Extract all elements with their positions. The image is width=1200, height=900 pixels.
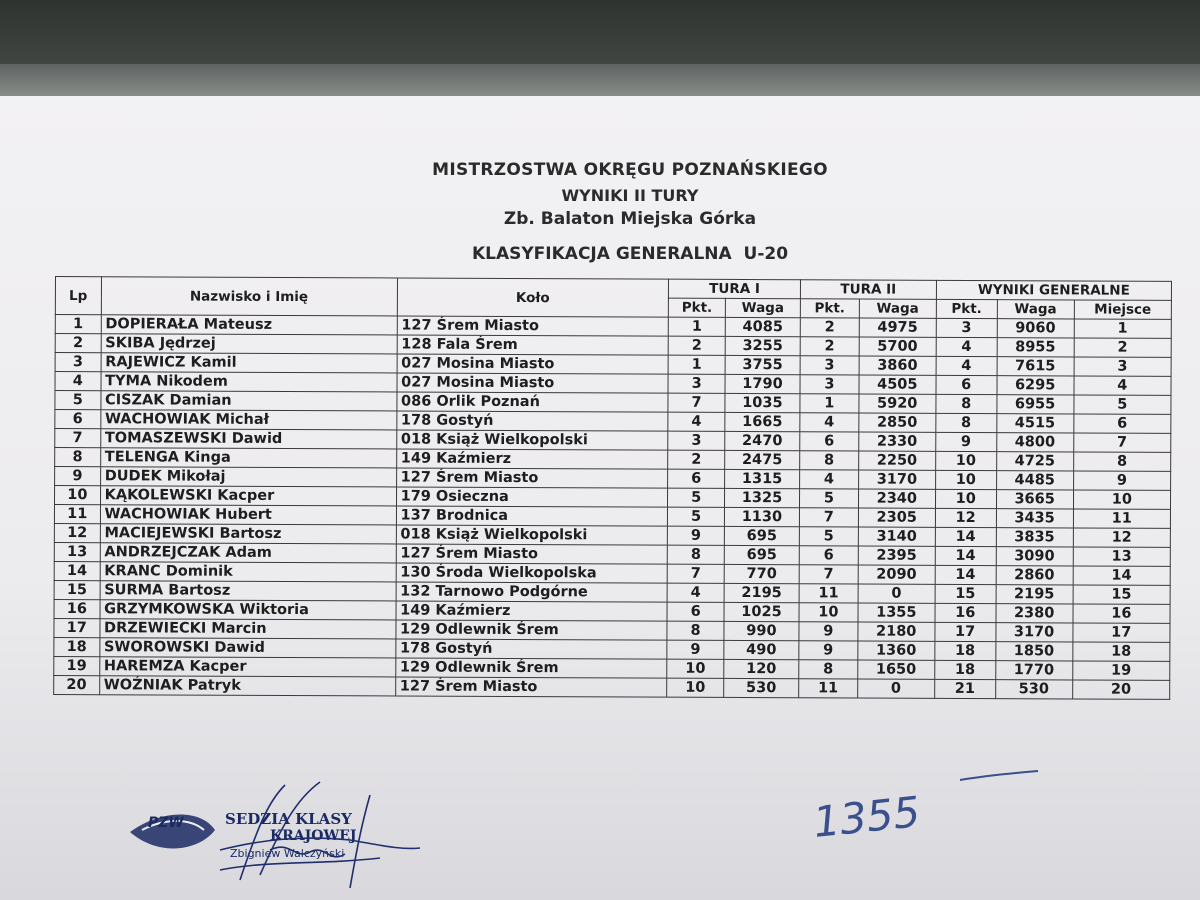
cell-tura1-points: 5 xyxy=(668,507,725,526)
cell-tura1-weight: 530 xyxy=(724,678,799,697)
stamp-line-2: KRAJOWEJ xyxy=(270,828,357,844)
cell-overall-weight: 4725 xyxy=(996,452,1073,471)
cell-tura2-weight: 3860 xyxy=(859,356,936,375)
cell-tura1-weight: 490 xyxy=(724,640,799,659)
cell-tura2-points: 4 xyxy=(800,470,859,489)
cell-tura1-points: 9 xyxy=(667,640,724,659)
cell-tura2-points: 7 xyxy=(799,565,858,584)
cell-tura2-weight: 4975 xyxy=(859,318,936,337)
cell-lp: 2 xyxy=(55,334,101,353)
cell-overall-points: 21 xyxy=(934,679,995,698)
cell-overall-points: 16 xyxy=(935,603,996,622)
column-header-miejsce: Miejsce xyxy=(1074,300,1171,319)
cell-place: 19 xyxy=(1072,661,1169,680)
cell-club: 129 Odlewnik Śrem xyxy=(395,620,667,640)
cell-overall-points: 8 xyxy=(936,394,997,413)
cell-club: 027 Mosina Miasto xyxy=(397,373,669,393)
cell-tura2-weight: 2090 xyxy=(858,565,935,584)
cell-lp: 14 xyxy=(54,561,100,580)
cell-overall-points: 4 xyxy=(936,337,997,356)
column-header-gen-pkt: Pkt. xyxy=(936,299,997,318)
cell-place: 2 xyxy=(1074,338,1171,357)
cell-tura1-points: 6 xyxy=(668,469,725,488)
table-header-row xyxy=(55,277,1171,301)
cell-tura2-weight: 2395 xyxy=(858,546,935,565)
column-header-club: Koło xyxy=(397,278,669,317)
stamp-line-1: SEDZIA KLASY xyxy=(225,810,352,828)
background-surface xyxy=(0,0,1200,70)
cell-overall-points: 18 xyxy=(935,641,996,660)
cell-place: 6 xyxy=(1073,414,1170,433)
cell-overall-points: 15 xyxy=(935,584,996,603)
cell-tura1-points: 1 xyxy=(668,317,725,336)
handwritten-note xyxy=(810,765,1050,855)
cell-tura2-weight: 2330 xyxy=(858,432,935,451)
cell-name: WACHOWIAK Michał xyxy=(100,410,396,430)
paper-shadow-edge xyxy=(0,64,1200,98)
cell-place: 11 xyxy=(1073,509,1170,528)
cell-lp: 6 xyxy=(55,410,101,429)
cell-overall-points: 14 xyxy=(935,527,996,546)
cell-tura2-points: 1 xyxy=(800,394,859,413)
stamp-line-3: Zbigniew Walczyński xyxy=(230,847,345,860)
cell-overall-weight: 3170 xyxy=(996,623,1073,642)
cell-club: 127 Śrem Miasto xyxy=(396,468,668,488)
cell-club: 127 Śrem Miasto xyxy=(397,316,669,336)
cell-lp: 4 xyxy=(55,372,101,391)
cell-overall-points: 8 xyxy=(936,413,997,432)
cell-tura1-points: 3 xyxy=(668,374,725,393)
cell-club: 018 Książ Wielkopolski xyxy=(396,430,668,450)
cell-lp: 12 xyxy=(54,523,100,542)
cell-lp: 8 xyxy=(55,448,101,467)
column-header-gen-waga: Waga xyxy=(997,300,1074,319)
cell-overall-points: 6 xyxy=(936,375,997,394)
cell-lp: 11 xyxy=(54,505,100,524)
cell-name: ANDRZEJCZAK Adam xyxy=(100,543,396,563)
cell-lp: 16 xyxy=(54,599,100,618)
cell-tura2-weight: 0 xyxy=(857,679,934,698)
cell-club: 132 Tarnowo Podgórne xyxy=(396,582,668,602)
cell-name: DUDEK Mikołaj xyxy=(100,467,396,487)
cell-tura2-points: 3 xyxy=(800,356,859,375)
column-header-name: Nazwisko i Imię xyxy=(101,277,397,316)
cell-tura1-weight: 2470 xyxy=(725,431,800,450)
results-table xyxy=(53,276,1172,700)
cell-tura1-points: 5 xyxy=(668,488,725,507)
cell-lp: 1 xyxy=(55,315,101,334)
cell-tura2-weight: 2340 xyxy=(858,489,935,508)
cell-tura2-weight: 1650 xyxy=(857,660,934,679)
cell-name: TYMA Nikodem xyxy=(101,372,397,392)
column-group-tura-2: TURA II xyxy=(800,280,936,300)
cell-overall-weight: 4800 xyxy=(996,433,1073,452)
cell-overall-points: 4 xyxy=(936,356,997,375)
cell-tura1-weight: 1035 xyxy=(725,393,800,412)
cell-tura1-points: 7 xyxy=(668,393,725,412)
cell-overall-points: 18 xyxy=(935,660,996,679)
cell-name: CISZAK Damian xyxy=(101,391,397,411)
cell-tura2-points: 4 xyxy=(800,413,859,432)
cell-tura2-points: 10 xyxy=(799,603,858,622)
cell-tura2-weight: 2850 xyxy=(859,413,936,432)
cell-tura2-points: 6 xyxy=(800,432,859,451)
cell-name: TOMASZEWSKI Dawid xyxy=(100,429,396,449)
cell-tura1-points: 4 xyxy=(667,583,724,602)
results-table-body xyxy=(54,315,1172,700)
cell-tura1-weight: 695 xyxy=(724,545,799,564)
cell-name: GRZYMKOWSKA Wiktoria xyxy=(100,600,396,620)
cell-overall-weight: 2195 xyxy=(996,585,1073,604)
cell-tura1-weight: 1790 xyxy=(725,374,800,393)
cell-overall-points: 14 xyxy=(935,546,996,565)
cell-tura1-weight: 990 xyxy=(724,621,799,640)
cell-tura2-points: 2 xyxy=(800,318,859,337)
cell-place: 17 xyxy=(1073,623,1170,642)
cell-lp: 10 xyxy=(55,486,101,505)
cell-name: KRANC Dominik xyxy=(100,562,396,582)
cell-club: 129 Odlewnik Śrem xyxy=(395,658,667,678)
cell-name: MACIEJEWSKI Bartosz xyxy=(100,524,396,544)
cell-place: 14 xyxy=(1073,566,1170,585)
cell-tura2-weight: 3140 xyxy=(858,527,935,546)
cell-place: 4 xyxy=(1074,376,1171,395)
cell-tura2-weight: 3170 xyxy=(858,470,935,489)
cell-lp: 18 xyxy=(54,637,100,656)
cell-lp: 20 xyxy=(54,675,100,694)
cell-overall-weight: 1770 xyxy=(995,661,1072,680)
cell-club: 128 Fala Śrem xyxy=(397,335,669,355)
cell-tura1-points: 10 xyxy=(667,678,724,697)
column-header-t1-waga: Waga xyxy=(725,298,800,317)
cell-overall-points: 10 xyxy=(935,451,996,470)
cell-tura2-weight: 5700 xyxy=(859,337,936,356)
column-header-t2-pkt: Pkt. xyxy=(800,299,859,318)
cell-tura1-points: 1 xyxy=(668,355,725,374)
cell-place: 15 xyxy=(1073,585,1170,604)
cell-place: 18 xyxy=(1072,642,1169,661)
cell-overall-points: 17 xyxy=(935,622,996,641)
cell-tura1-weight: 3255 xyxy=(725,336,800,355)
cell-name: SWOROWSKI Dawid xyxy=(99,638,395,658)
handwritten-number: 1355 xyxy=(810,787,923,847)
venue-line: Zb. Balaton Miejska Górka xyxy=(503,209,757,229)
handwritten-stroke xyxy=(960,771,1038,780)
cell-tura1-points: 4 xyxy=(668,412,725,431)
cell-tura2-points: 11 xyxy=(799,584,858,603)
cell-club: 137 Brodnica xyxy=(396,506,668,526)
cell-overall-points: 10 xyxy=(935,489,996,508)
cell-tura2-points: 5 xyxy=(799,527,858,546)
cell-lp: 3 xyxy=(55,353,101,372)
cell-tura2-points: 9 xyxy=(799,622,858,641)
cell-overall-weight: 4515 xyxy=(996,414,1073,433)
cell-tura2-points: 9 xyxy=(799,641,858,660)
cell-tura1-weight: 1025 xyxy=(724,602,799,621)
cell-name: TELENGA Kinga xyxy=(100,448,396,468)
cell-tura2-weight: 0 xyxy=(858,584,935,603)
cell-place: 12 xyxy=(1073,528,1170,547)
cell-overall-weight: 4485 xyxy=(996,471,1073,490)
cell-name: KĄKOLEWSKI Kacper xyxy=(100,486,396,506)
cell-tura1-points: 6 xyxy=(667,602,724,621)
cell-place: 20 xyxy=(1072,680,1169,699)
cell-lp: 7 xyxy=(55,429,101,448)
cell-overall-weight: 3435 xyxy=(996,509,1073,528)
cell-tura1-points: 2 xyxy=(668,450,725,469)
column-header-t2-waga: Waga xyxy=(859,299,936,318)
cell-overall-weight: 530 xyxy=(995,680,1072,699)
cell-club: 027 Mosina Miasto xyxy=(397,354,669,374)
cell-tura1-weight: 1315 xyxy=(725,469,800,488)
cell-place: 16 xyxy=(1073,604,1170,623)
cell-tura2-weight: 1360 xyxy=(858,641,935,660)
classification-title: KLASYFIKACJA GENERALNA U-20 xyxy=(471,244,789,264)
cell-overall-weight: 3090 xyxy=(996,547,1073,566)
cell-overall-points: 3 xyxy=(936,318,997,337)
cell-club: 130 Środa Wielkopolska xyxy=(396,563,668,583)
cell-place: 10 xyxy=(1073,490,1170,509)
cell-overall-weight: 9060 xyxy=(997,319,1074,338)
cell-name: SURMA Bartosz xyxy=(100,581,396,601)
cell-lp: 13 xyxy=(54,542,100,561)
cell-overall-points: 14 xyxy=(935,565,996,584)
cell-tura1-weight: 120 xyxy=(724,659,799,678)
cell-lp: 17 xyxy=(54,618,100,637)
cell-club: 179 Osieczna xyxy=(396,487,668,507)
cell-tura2-weight: 4505 xyxy=(859,375,936,394)
cell-club: 178 Gostyń xyxy=(395,639,667,659)
cell-tura2-points: 8 xyxy=(799,660,858,679)
cell-tura1-weight: 1665 xyxy=(725,412,800,431)
cell-tura1-weight: 3755 xyxy=(725,355,800,374)
cell-club: 149 Kaźmierz xyxy=(396,601,668,621)
cell-overall-weight: 6295 xyxy=(997,376,1074,395)
cell-overall-weight: 8955 xyxy=(997,338,1074,357)
document-title: MISTRZOSTWA OKRĘGU POZNAŃSKIEGO xyxy=(432,160,828,180)
cell-tura1-weight: 1325 xyxy=(724,488,799,507)
cell-overall-weight: 2380 xyxy=(996,604,1073,623)
cell-overall-weight: 3665 xyxy=(996,490,1073,509)
cell-lp: 5 xyxy=(55,391,101,410)
cell-overall-weight: 2860 xyxy=(996,566,1073,585)
cell-club: 086 Orlik Poznań xyxy=(396,392,668,412)
cell-tura2-points: 5 xyxy=(799,489,858,508)
cell-tura1-points: 9 xyxy=(668,526,725,545)
cell-tura2-weight: 2305 xyxy=(858,508,935,527)
cell-overall-weight: 3835 xyxy=(996,528,1073,547)
cell-overall-points: 9 xyxy=(936,432,997,451)
cell-tura2-points: 8 xyxy=(800,451,859,470)
cell-name: RAJEWICZ Kamil xyxy=(101,353,397,373)
cell-name: WOŹNIAK Patryk xyxy=(99,676,395,696)
cell-club: 127 Śrem Miasto xyxy=(396,544,668,564)
cell-name: WACHOWIAK Hubert xyxy=(100,505,396,525)
cell-name: SKIBA Jędrzej xyxy=(101,334,397,354)
cell-tura2-points: 7 xyxy=(799,508,858,527)
cell-lp: 15 xyxy=(54,580,100,599)
cell-tura2-points: 6 xyxy=(799,546,858,565)
cell-name: DRZEWIECKI Marcin xyxy=(100,619,396,639)
stamp-logo-text: PZW xyxy=(148,815,184,831)
cell-tura2-points: 2 xyxy=(800,337,859,356)
cell-tura1-points: 8 xyxy=(667,621,724,640)
cell-place: 1 xyxy=(1074,319,1171,338)
cell-tura1-points: 10 xyxy=(667,659,724,678)
cell-tura1-weight: 4085 xyxy=(725,317,800,336)
cell-lp: 9 xyxy=(55,467,101,486)
document-subtitle: WYNIKI II TURY xyxy=(561,186,699,205)
cell-tura2-weight: 2180 xyxy=(858,622,935,641)
cell-tura1-weight: 2195 xyxy=(724,583,799,602)
cell-lp: 19 xyxy=(54,656,100,675)
cell-overall-weight: 7615 xyxy=(997,357,1074,376)
cell-tura2-weight: 1355 xyxy=(858,603,935,622)
cell-place: 3 xyxy=(1074,357,1171,376)
column-group-tura-1: TURA I xyxy=(669,279,801,299)
cell-name: HAREMZA Kacper xyxy=(99,657,395,677)
cell-place: 5 xyxy=(1074,395,1171,414)
judge-stamp xyxy=(120,780,450,890)
cell-overall-points: 10 xyxy=(935,470,996,489)
cell-tura1-weight: 2475 xyxy=(725,450,800,469)
cell-name: DOPIERAŁA Mateusz xyxy=(101,315,397,335)
cell-tura1-weight: 770 xyxy=(724,564,799,583)
cell-club: 149 Kaźmierz xyxy=(396,449,668,469)
cell-tura2-points: 3 xyxy=(800,375,859,394)
cell-overall-points: 12 xyxy=(935,508,996,527)
cell-tura1-points: 2 xyxy=(668,336,725,355)
column-header-lp: Lp xyxy=(55,277,101,315)
cell-tura1-points: 7 xyxy=(667,564,724,583)
cell-place: 13 xyxy=(1073,547,1170,566)
column-group-overall: WYNIKI GENERALNE xyxy=(936,280,1171,300)
cell-overall-weight: 6955 xyxy=(997,395,1074,414)
cell-club: 018 Książ Wielkopolski xyxy=(396,525,668,545)
cell-tura1-weight: 1130 xyxy=(724,507,799,526)
cell-place: 9 xyxy=(1073,471,1170,490)
cell-place: 7 xyxy=(1073,433,1170,452)
cell-tura1-points: 8 xyxy=(667,545,724,564)
column-header-t1-pkt: Pkt. xyxy=(669,298,726,317)
cell-overall-weight: 1850 xyxy=(995,642,1072,661)
cell-place: 8 xyxy=(1073,452,1170,471)
cell-tura2-weight: 2250 xyxy=(858,451,935,470)
cell-tura2-points: 11 xyxy=(799,679,858,698)
cell-tura2-weight: 5920 xyxy=(859,394,936,413)
cell-club: 127 Śrem Miasto xyxy=(395,677,667,697)
cell-tura1-points: 3 xyxy=(668,431,725,450)
cell-tura1-weight: 695 xyxy=(724,526,799,545)
cell-club: 178 Gostyń xyxy=(396,411,668,431)
